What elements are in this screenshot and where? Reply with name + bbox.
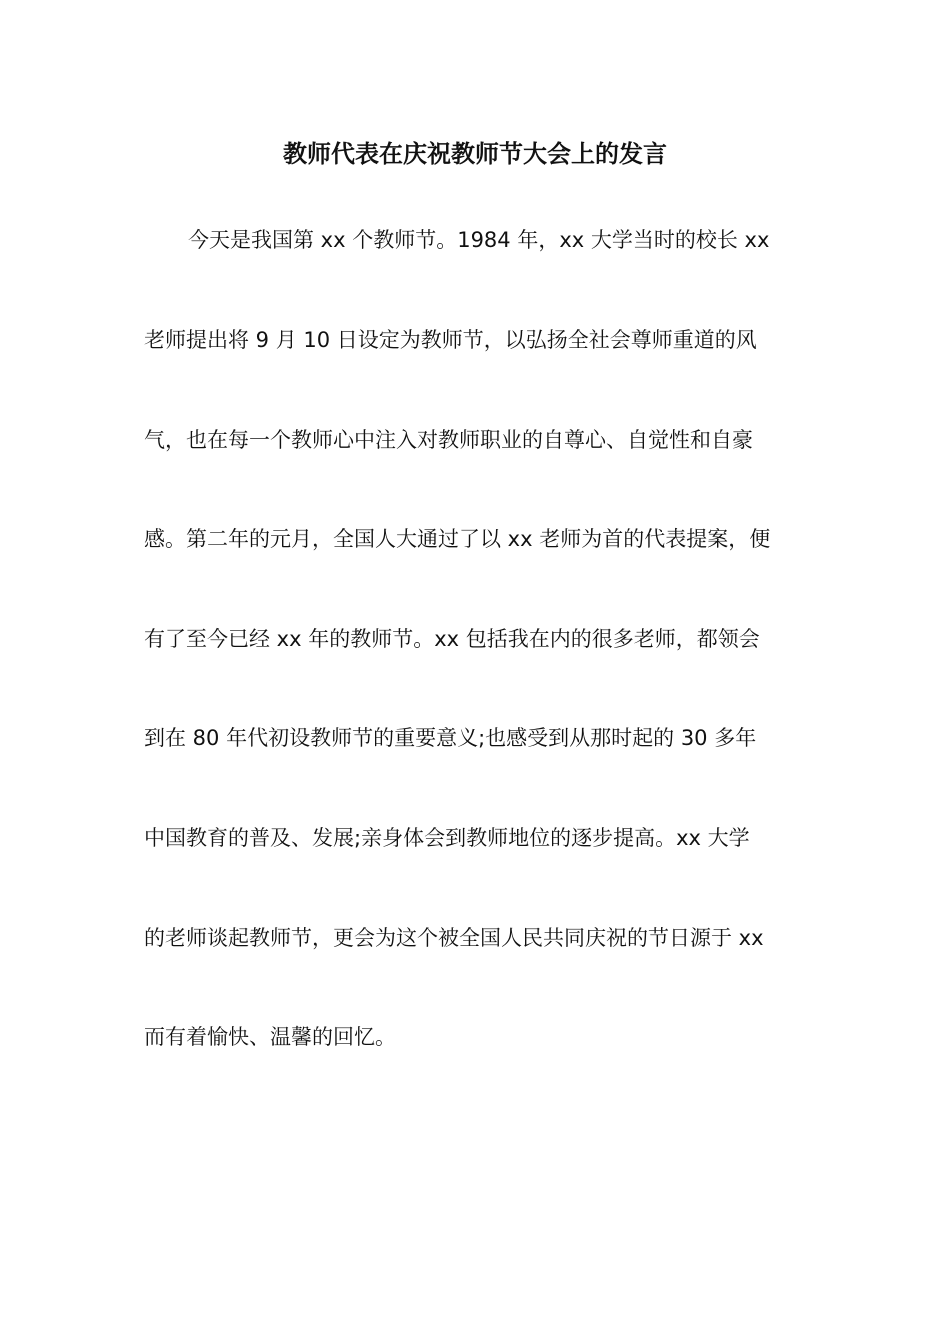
- document-title: 教师代表在庆祝教师节大会上的发言: [283, 140, 667, 168]
- document-body: [144, 0, 824, 1344]
- paragraph-line: 感。第二年的元月，全国人大通过了以 xx 老师为首的代表提案，便: [144, 527, 771, 551]
- paragraph-line: 今天是我国第 xx 个教师节。1984 年，xx 大学当时的校长 xx: [188, 228, 770, 252]
- paragraph-line: 老师提出将 9 月 10 日设定为教师节，以弘扬全社会尊师重道的风: [144, 328, 757, 352]
- paragraph-line: 气，也在每一个教师心中注入对教师职业的自尊心、自觉性和自豪: [144, 428, 753, 452]
- paragraph-line: 有了至今已经 xx 年的教师节。xx 包括我在内的很多老师，都领会: [144, 627, 760, 651]
- paragraph-line: 而有着愉快、温馨的回忆。: [144, 1025, 396, 1049]
- paragraph-line: 中国教育的普及、发展;亲身体会到教师地位的逐步提高。xx 大学: [144, 826, 750, 850]
- paragraph-line: 到在 80 年代初设教师节的重要意义;也感受到从那时起的 30 多年: [144, 726, 757, 750]
- paragraph-line: 的老师谈起教师节，更会为这个被全国人民共同庆祝的节日源于 xx: [144, 926, 764, 950]
